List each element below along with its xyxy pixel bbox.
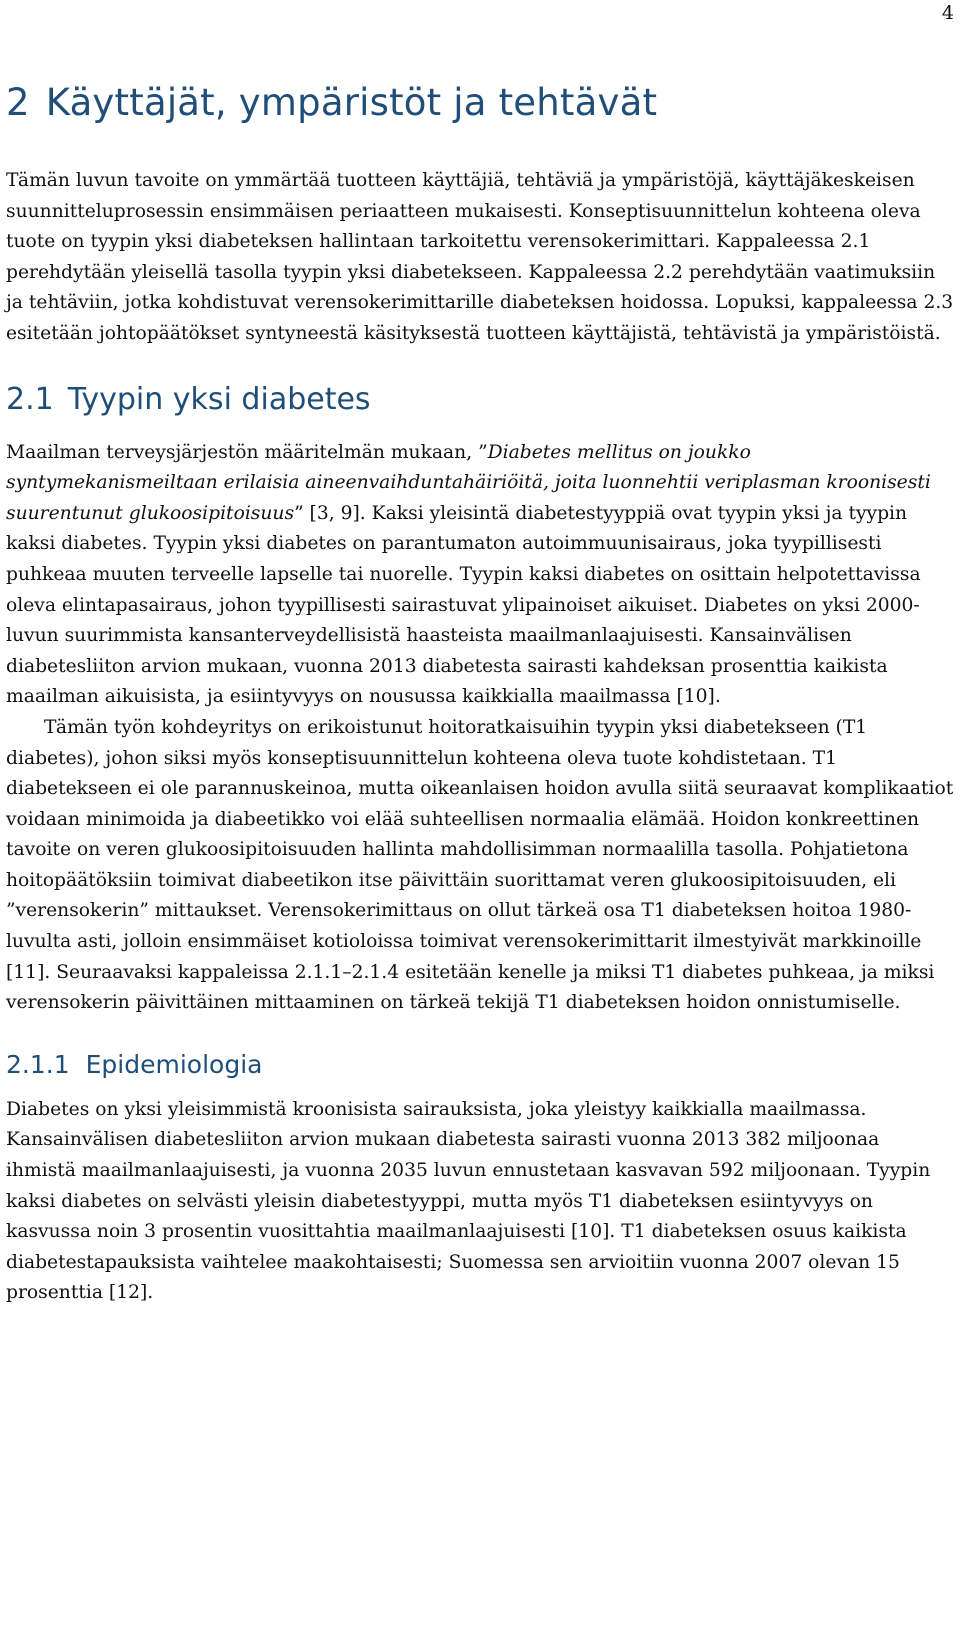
page-number: 4 xyxy=(941,2,954,24)
subsection-number: 2.1.1 xyxy=(6,1049,70,1079)
chapter-heading xyxy=(6,72,954,134)
intro-paragraph: Tämän luvun tavoite on ymmärtää tuotteen käyttäjiä, tehtäviä ja ympäristöjä, käyttäjäkeskeisen suunnitteluprosessin ensimmäisen periaatteen mukaisesti. Konseptisuunnittelun kohteena oleva tuote on tyypin yksi diabeteksen hallintaan tarkoitettu verensokerimittari. Kappaleessa 2.1 perehdytään yleisellä tasolla tyypin yksi diabetekseen. Kappaleessa 2.2 perehdytään vaatimuksiin ja tehtäviin, jotka kohdistuvat verensokerimittarille diabeteksen hoidossa. Lopuksi, kappaleessa 2.3 esitetään johtopäätökset syntyneestä käsityksestä tuotteen käyttäjistä, tehtävistä ja ympäristöistä. xyxy=(6,170,954,344)
who-definition-quote: Diabetes mellitus on joukko syntymekanismeiltaan erilaisia aineenvaihduntahäiriöitä, joita luonnehtii veriplasman kroonisesti suurentunut glukoosipitoisuus xyxy=(6,441,931,524)
paragraph-lead: Maailman terveysjärjestön määritelmän mukaan, ” xyxy=(6,441,488,463)
section-title: Tyypin yksi diabetes xyxy=(67,381,371,417)
section-2-1-1-paragraph-1: Diabetes on yksi yleisimmistä kroonisista sairauksista, joka yleistyy kaikkialla maailmassa. Kansainvälisen diabetesliiton arvion mukaan diabetesta sairasti vuonna 2013 382 miljoonaa ihmistä maailmanlaajuisesti, ja vuonna 2035 luvun ennustetaan kasvavan 592 miljoonaan. Tyypin kaksi diabetes on selvästi yleisin diabetestyyppi, mutta myös T1 diabeteksen esiintyvyys on kasvussa noin 3 prosentin vuosittahtia maailmanlaajuisesti [10]. T1 diabeteksen osuus kaikista diabetestapauksista vaihtelee maakohtaisesti; Suomessa sen arvioitiin vuonna 2007 olevan 15 prosenttia [12]. xyxy=(6,1098,931,1304)
section-2-1-paragraph-2: Tämän työn kohdeyritys on erikoistunut hoitoratkaisuihin tyypin yksi diabetekseen (T1 diabetes), johon siksi myös konseptisuunnittelun kohteena oleva tuote kohdistetaan. T1 diabetekseen ei ole parannuskeinoa, mutta oikeanlaisen hoidon avulla siitä seuraavat komplikaatiot voidaan minimoida ja diabeetikko voi elää suhteellisen normaalia elämää. Hoidon konkreettinen tavoite on veren glukoosipitoisuuden hallinta mahdollisimman normaalilla tasolla. Pohjatietona hoitopäätöksiin toimivat diabeetikon itse päivittäin suorittamat veren glukoosipitoisuuden, eli ”verensokerin” mittaukset. Verensokerimittaus on ollut tärkeä osa T1 diabeteksen hoitoa 1980-luvulta asti, jolloin ensimmäiset kotioloissa toimivat verensokerimittarit ilmestyivät markkinoille [11]. Seuraavaksi kappaleissa 2.1.1–2.1.4 esitetään kenelle ja miksi T1 diabetes puhkeaa, ja miksi verensokerin päivittäinen mittaaminen on tärkeä tekijä T1 diabeteksen hoidon onnistumiselle. xyxy=(6,716,954,1014)
chapter-number: 2 xyxy=(6,81,30,124)
paragraph-rest: ” [3, 9]. Kaksi yleisintä diabetestyyppiä ovat tyypin yksi ja tyypin kaksi diabetes. Tyypin yksi diabetes on parantumaton autoimmuunisairaus, joka tyypillisesti puhkeaa muuten terveelle lapselle tai nuorelle. Tyypin kaksi diabetes on osittain helpotettavissa oleva elintapasairaus, johon tyypillisesti sairastuvat ylipainoiset aikuiset. Diabetes on yksi 2000-luvun suurimmista kansanterveydellisistä haasteista maailmanlaajuisesti. Kansainvälisen diabetesliiton arvion mukaan, vuonna 2013 diabetesta sairasti kahdeksan prosenttia kaikista maailman aikuisista, ja esiintyvyys on nousussa kaikkialla maailmassa [10]. xyxy=(6,502,921,708)
section-heading-2-1-1 xyxy=(6,1045,954,1085)
subsection-title: Epidemiologia xyxy=(85,1049,263,1079)
section-number: 2.1 xyxy=(6,381,54,417)
section-heading-2-1 xyxy=(6,376,954,424)
document-body xyxy=(6,72,954,1309)
chapter-title: Käyttäjät, ympäristöt ja tehtävät xyxy=(45,81,658,124)
section-2-1-paragraph-1 xyxy=(6,438,954,713)
